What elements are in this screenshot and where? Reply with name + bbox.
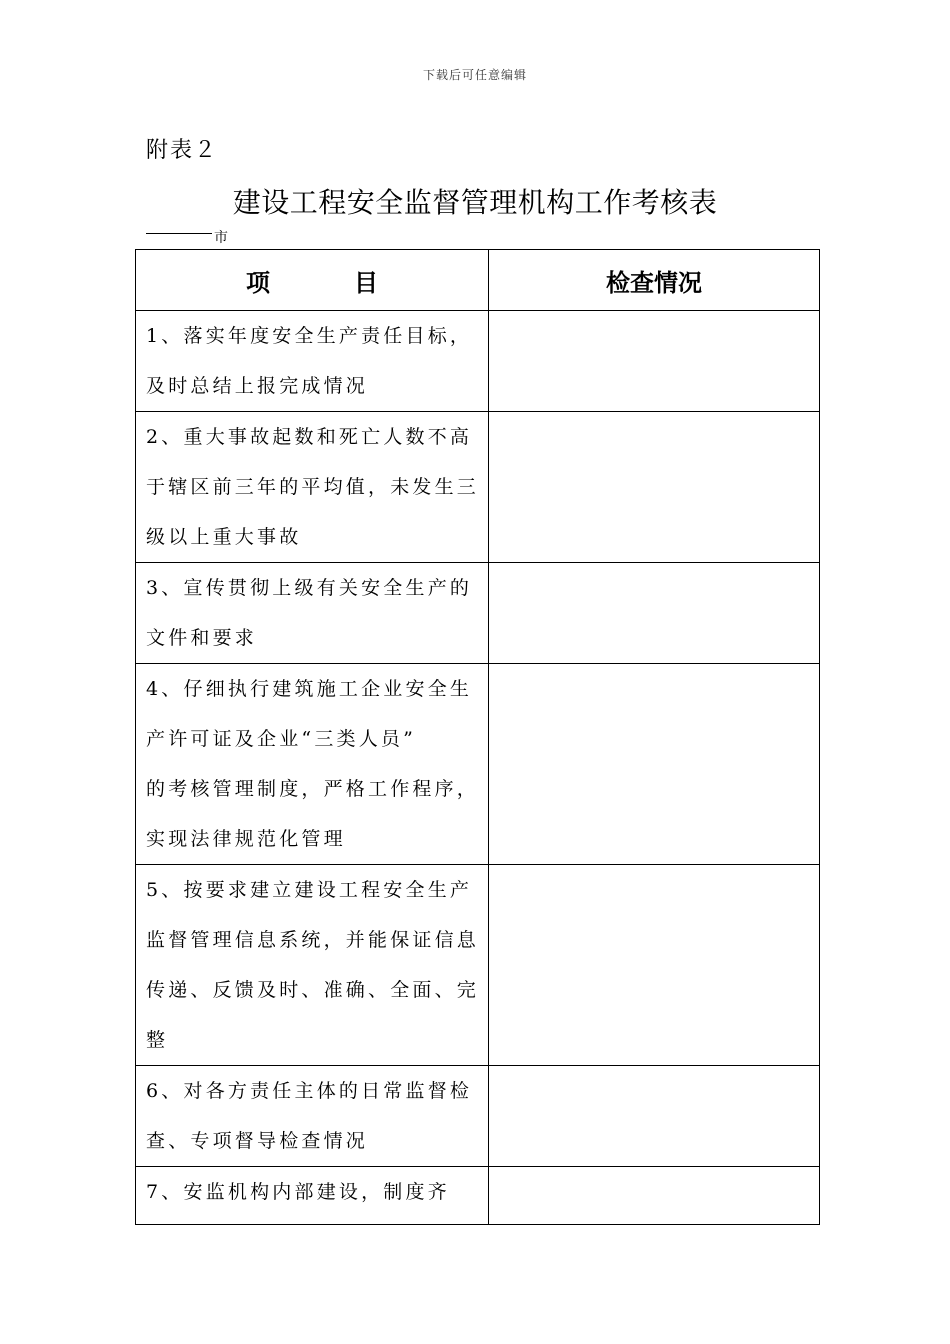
item-text-line: 1、落实年度安全生产责任目标，: [146, 325, 473, 347]
item-text: [136, 865, 488, 1065]
table-row: [136, 865, 820, 1066]
item-text-line: 查、专项督导检查情况: [146, 1130, 369, 1152]
item-text-line: 5、按要求建立建设工程安全生产: [146, 879, 473, 901]
item-text-line: 于辖区前三年的平均值，未发生三: [146, 476, 480, 498]
item-text: [136, 1167, 488, 1217]
city-field: [146, 227, 228, 247]
page-title: 建设工程安全监督管理机构工作考核表: [232, 186, 718, 219]
appendix-label: 附表２: [146, 138, 219, 163]
check-cell[interactable]: [489, 412, 820, 563]
check-cell[interactable]: [489, 311, 820, 412]
item-text-line: 监督管理信息系统，并能保证信息: [146, 929, 480, 951]
item-text-line: 3、宣传贯彻上级有关安全生产的: [146, 577, 473, 599]
item-cell: [136, 1167, 489, 1225]
item-cell: [136, 563, 489, 664]
item-cell: [136, 412, 489, 563]
item-text: [136, 664, 488, 864]
item-text-line: 4、仔细执行建筑施工企业安全生: [146, 678, 473, 700]
table-row: [136, 1066, 820, 1167]
item-text-line: 级以上重大事故: [146, 526, 302, 548]
item-text-line: 6、对各方责任主体的日常监督检: [146, 1080, 473, 1102]
city-suffix: 市: [214, 230, 228, 246]
table-row: [136, 412, 820, 563]
item-text-line: 产许可证及企业“三类人员”: [146, 728, 417, 750]
check-cell[interactable]: [489, 1167, 820, 1225]
check-cell[interactable]: [489, 664, 820, 865]
table-row: [136, 311, 820, 412]
check-cell[interactable]: [489, 865, 820, 1066]
item-text: [136, 1066, 488, 1166]
column-header-check: 检查情况: [489, 250, 820, 311]
table-header-row: [136, 250, 820, 311]
item-text-line: 及时总结上报完成情况: [146, 375, 369, 397]
item-text-line: 7、安监机构内部建设，制度齐: [146, 1181, 450, 1203]
column-header-item: 项 目: [136, 250, 489, 311]
item-text: [136, 412, 488, 562]
item-text: [136, 311, 488, 411]
item-text-line: 的考核管理制度，严格工作程序，: [146, 778, 480, 800]
check-cell[interactable]: [489, 1066, 820, 1167]
assessment-table: [135, 249, 820, 1225]
table-row: [136, 1167, 820, 1225]
item-cell: [136, 1066, 489, 1167]
item-text: [136, 563, 488, 663]
item-text-line: 传递、反馈及时、准确、全面、完: [146, 979, 480, 1001]
item-cell: [136, 311, 489, 412]
item-cell: [136, 865, 489, 1066]
table-row: [136, 563, 820, 664]
item-text-line: 实现法律规范化管理: [146, 828, 346, 850]
check-cell[interactable]: [489, 563, 820, 664]
item-text-line: 文件和要求: [146, 627, 258, 649]
city-blank-line: [146, 233, 212, 234]
header-note: 下载后可任意编辑: [422, 68, 527, 82]
table-row: [136, 664, 820, 865]
table-body: [136, 311, 820, 1225]
item-text-line: 整: [146, 1029, 169, 1051]
item-text-line: 2、重大事故起数和死亡人数不高: [146, 426, 473, 448]
item-cell: [136, 664, 489, 865]
